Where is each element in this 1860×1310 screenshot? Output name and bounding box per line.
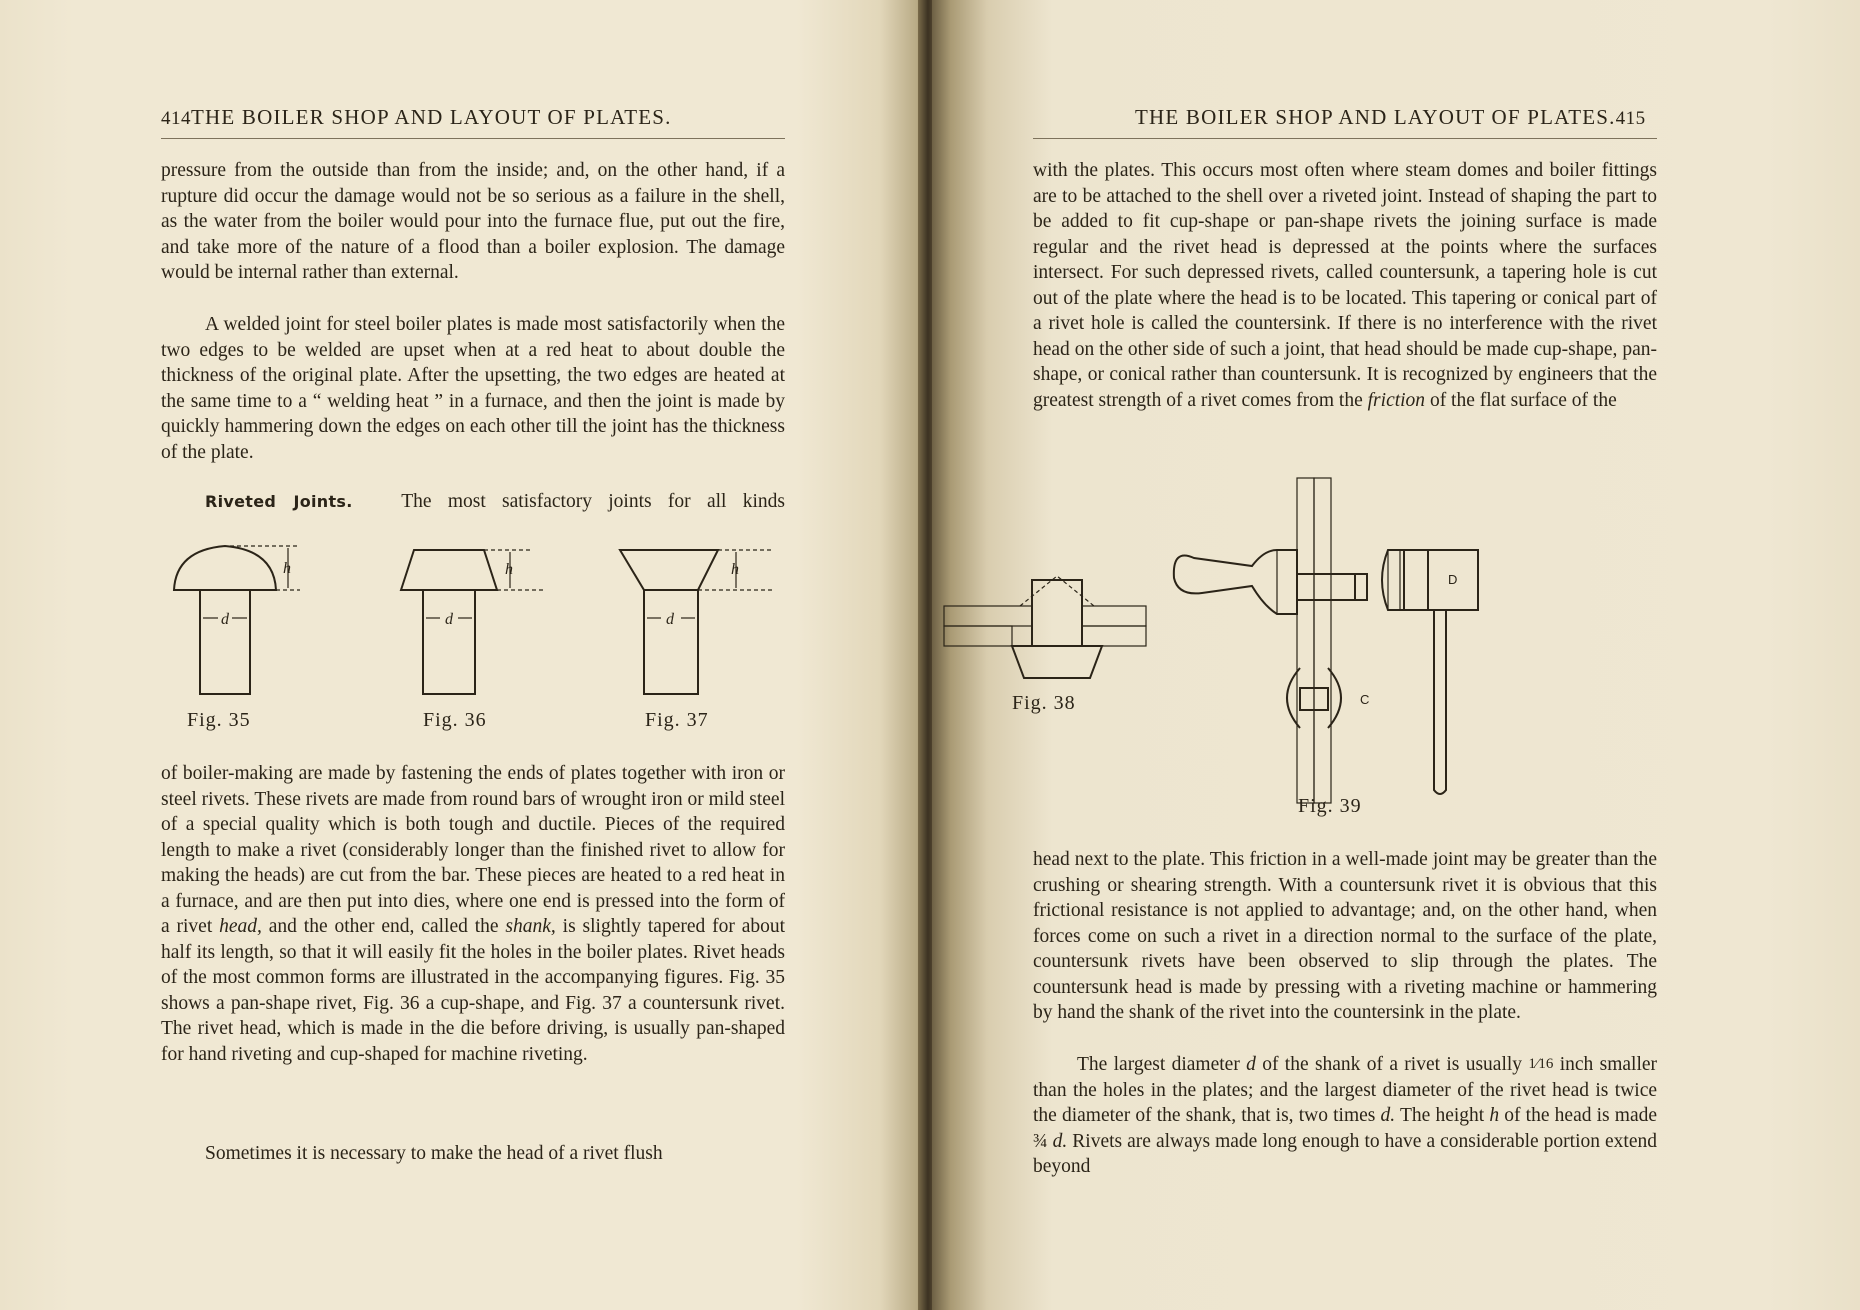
term-shank: shank, (505, 916, 556, 937)
fig-38-caption: Fig. 38 (1012, 692, 1076, 714)
left-paragraph-2: A welded joint for steel boiler plates is made most satisfactorily when the two edges to be welded are upset when at a red heat to about double the thickness of the original plate. After the upsetting, the two edges are heated at the same time to a “ welding heat ” in a furnace, and then the joint is made by quickly hammering down the edges on each other till the joint has the thickness of the plate. (161, 314, 785, 463)
right-header-rule (1033, 138, 1657, 139)
fig38-rivet-shank (1032, 580, 1082, 646)
right-para2-d: The height (1399, 1105, 1485, 1126)
right-paragraph-1 (1033, 158, 1657, 413)
fig-36-cup-shape-rivet (398, 540, 548, 710)
fig37-shank (644, 590, 698, 694)
fig36-shank (423, 590, 475, 694)
right-para2-c: inch smaller than the holes in the plates; and the largest diameter of the rivet head is twice the diameter of the shank, that is, two times (1033, 1054, 1658, 1126)
para3-cont-c: is slightly tapered for about half its length, so that it will easily fit the holes in the boiler plates. Rivet heads of the most common forms are illustrated in the accompanying figures. Fig. 35 shows a pan-shape rivet, Fig. 36 a cup-shape, and Fig. 37 a countersunk rivet. The rivet head, which is made in the die before driving, is usually pan-shaped for hand riveting and cup-shaped for machine riveting. (161, 916, 786, 1065)
para3-start-text: The most satisfactory joints for all kinds (401, 491, 785, 512)
fig-39-hand-riveting (1172, 478, 1492, 808)
fig35-label-h: h (283, 560, 291, 577)
fig39-label-d: D (1448, 572, 1458, 587)
left-paragraph-3-start (161, 489, 785, 515)
term-friction: friction (1367, 389, 1426, 411)
para3-cont-b: and the other end, called the (268, 916, 499, 937)
fig-37-countersunk-rivet (620, 540, 780, 710)
right-page (932, 0, 1860, 1310)
left-header-rule (161, 138, 785, 139)
fig-38-countersunk-joint (932, 560, 1162, 700)
left-running-head (161, 105, 672, 130)
fig39-hammer-handle (1434, 610, 1446, 794)
right-para2-e: of the head is made (1504, 1105, 1658, 1126)
fig36-head (401, 550, 497, 590)
fig-39-caption: Fig. 39 (1298, 795, 1362, 817)
fig39-plate-left (1297, 478, 1314, 803)
fraction-three-quarters: ¾ (1033, 1130, 1048, 1152)
fig-36-caption: Fig. 36 (423, 709, 487, 731)
var-d-1: d (1246, 1054, 1256, 1075)
fig-35-pan-shape-rivet (170, 540, 310, 710)
fig39-cup-left (1287, 668, 1300, 728)
right-para1-a: with the plates. This occurs most often where steam domes and boiler fittings are to be attached to the shell over a riveted joint. Instead of shaping the part to be added to fit cup-shape or pan-shape rivets the joining surface is made regular and the rivet head is depressed at the points where the surfaces intersect. For such depressed rivets, called countersunk, a tapering hole is cut out of the plate where the head is to be located. This tapering or conical part of a rivet hole is called the countersink. If there is no interference with the rivet head on the other side of such a joint, that head should be made cup-shape, pan-shape, or conical rather than countersunk. It is recognized by engineers that the greatest strength of a rivet comes from the (1033, 160, 1657, 411)
fig39-cup-right (1328, 668, 1341, 728)
left-page-number: 414 (161, 108, 191, 129)
right-para2-f: Rivets are always made long enough to have a considerable portion extend beyond (1033, 1130, 1657, 1177)
right-para1-b: of the flat surface of the (1429, 389, 1617, 411)
fig35-head (174, 546, 276, 590)
fig35-label-d: d (221, 611, 229, 628)
section-heading-riveted-joints: Riveted Joints. (205, 492, 353, 511)
right-para2-b: of the shank of a rivet is usually (1262, 1054, 1523, 1075)
right-paragraph-1-continued: head next to the plate. This friction in a well-made joint may be greater than the crushing or shearing strength. With a countersunk rivet it is obvious that this frictional resistance is not applied to advantage; and, on the other hand, when forces come on such a rivet in a direction normal to the surface of the plate, countersunk rivets have been observed to slip through the plates. The countersunk head is made by pressing with a riveting machine or hammering by hand the shank of the rivet into the countersink in the plate. (1033, 849, 1657, 1023)
var-h: h (1489, 1105, 1500, 1126)
fig36-label-d: d (445, 611, 453, 628)
left-paragraph-1: pressure from the outside than from the inside; and, on the other hand, if a rupture did occur the damage would not be so serious as a failure in the shell, as the water from the boiler would pour into the furnace flue, put out the fire, and take more of the nature of a flood than a boiler explosion. The damage would be internal rather than external. (161, 160, 785, 283)
fig39-hammer-head (1404, 550, 1478, 610)
fig38-lower-plate-right (1082, 626, 1146, 646)
left-paragraph-4: Sometimes it is necessary to make the head of a rivet flush (205, 1143, 663, 1164)
fig38-lower-plate-left (944, 626, 1012, 646)
fig-35-caption: Fig. 35 (187, 709, 251, 731)
fig39-dolly-face (1277, 550, 1297, 614)
left-page (0, 0, 926, 1310)
fig38-rivet-head (1012, 646, 1102, 678)
fig35-shank (200, 590, 250, 694)
para3-cont-a: of boiler-making are made by fastening the ends of plates together with iron or steel rivets. These rivets are made from round bars of wrought iron or mild steel of a special quality which is both tough and ductile. Pieces of the required length to make a rivet (considerably longer than the finished rivet to allow for making the heads) are cut from the bar. These pieces are heated to a red heat in a furnace, and are then put into dies, where one end is pressed into the form of a rivet (161, 763, 786, 937)
right-page-number: 415 (1615, 108, 1646, 129)
fig37-head (620, 550, 718, 590)
fig39-plate-right (1314, 478, 1331, 803)
fig39-label-c: C (1360, 692, 1370, 707)
var-d-3: d. (1052, 1130, 1068, 1152)
fig39-rivet-tail (1355, 574, 1367, 600)
fig36-label-h: h (505, 561, 513, 578)
fraction-one-sixteenth: 1⁄16 (1528, 1056, 1554, 1072)
fig37-label-h: h (731, 561, 739, 578)
left-paragraph-3-continued (161, 761, 785, 1067)
left-running-title: THE BOILER SHOP AND LAYOUT OF PLATES. (191, 105, 672, 129)
fig39-hammer-hatch (1388, 550, 1400, 610)
fig37-label-d: d (666, 611, 674, 628)
right-running-title: THE BOILER SHOP AND LAYOUT OF PLATES. (1135, 105, 1616, 129)
var-d-2: d. (1380, 1105, 1396, 1126)
fig-37-caption: Fig. 37 (645, 709, 709, 731)
right-para2-a: The largest diameter (1077, 1054, 1240, 1075)
fig38-upper-plate-right (1082, 606, 1146, 626)
term-head: head, (219, 916, 262, 937)
fig39-rivet (1297, 574, 1355, 600)
fig38-upper-plate-left (944, 606, 1032, 626)
right-running-head (1135, 105, 1646, 130)
right-paragraph-2 (1033, 1052, 1657, 1180)
fig39-dolly-bar (1174, 550, 1297, 614)
